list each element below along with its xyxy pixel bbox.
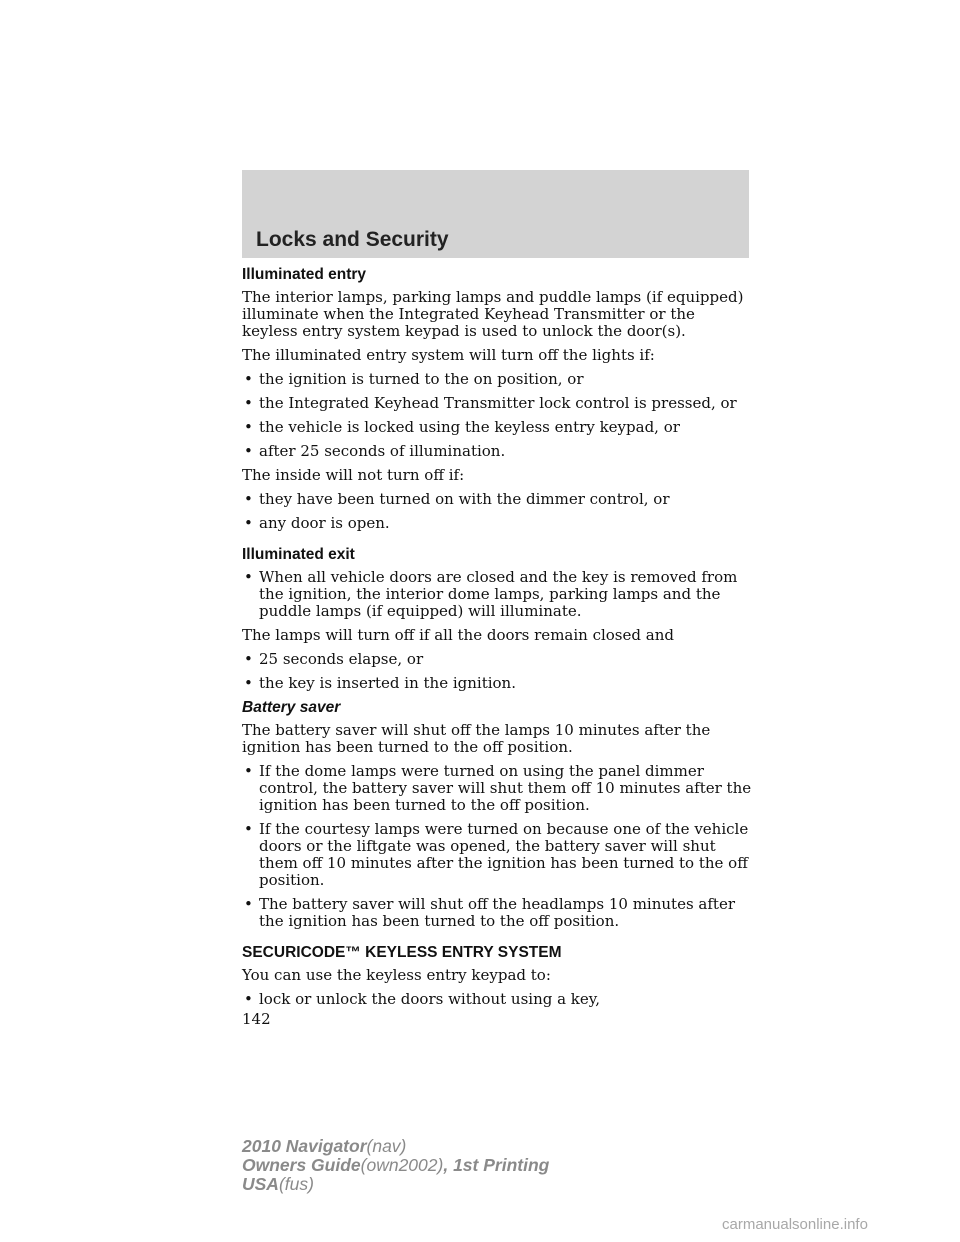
footer-market-code: (fus)	[278, 1174, 314, 1194]
bullet-list	[242, 763, 752, 930]
bullet-icon: •	[244, 394, 253, 412]
list-item: • the key is inserted in the ignition.	[244, 674, 516, 692]
bullet-icon: •	[244, 442, 253, 460]
list-item: • they have been turned on with the dimmer control, or	[244, 490, 670, 508]
bullet-list	[242, 651, 752, 692]
footer-guide: Owners Guide	[242, 1155, 361, 1175]
bullet-list	[242, 491, 752, 532]
list-item: • any door is open.	[244, 514, 390, 532]
bullet-list	[242, 371, 752, 460]
list-item: • If the dome lamps were turned on using the panel dimmer control, the battery saver will shut them off 10 minutes after the ignition has been turned to the off position.	[244, 762, 752, 814]
list-item: • The battery saver will shut off the headlamps 10 minutes after the ignition has been turned to the off position.	[244, 895, 735, 930]
paragraph: The inside will not turn off if:	[242, 466, 465, 484]
print-footer	[242, 1137, 549, 1194]
page-number: 142	[242, 1010, 271, 1028]
footer-model-code: (nav)	[366, 1136, 407, 1156]
section-header-band	[242, 170, 749, 258]
list-item: • When all vehicle doors are closed and the key is removed from the ignition, the interior dome lamps, parking lamps and the puddle lamps (if equipped) will illuminate.	[244, 568, 738, 620]
bullet-list	[242, 991, 752, 1008]
list-item: • 25 seconds elapse, or	[244, 650, 424, 668]
watermark-link[interactable]: carmanualsonline.info	[722, 1216, 868, 1233]
list-item: • after 25 seconds of illumination.	[244, 442, 506, 460]
paragraph: The lamps will turn off if all the doors remain closed and	[242, 626, 674, 644]
heading-battery-saver: Battery saver	[242, 699, 341, 716]
bullet-icon: •	[244, 514, 253, 532]
page-content	[242, 266, 752, 1028]
list-item: • the ignition is turned to the on position, or	[244, 370, 584, 388]
bullet-icon: •	[244, 370, 253, 388]
paragraph: The interior lamps, parking lamps and puddle lamps (if equipped) illuminate when the Integrated Keyhead Transmitter or the keyless entry system keypad is used to unlock the door(s).	[242, 288, 744, 340]
list-item: • lock or unlock the doors without using a key,	[244, 990, 601, 1008]
bullet-icon: •	[244, 650, 253, 668]
bullet-icon: •	[244, 762, 253, 780]
bullet-icon: •	[244, 895, 253, 913]
heading-illuminated-exit: Illuminated exit	[242, 546, 355, 563]
bullet-icon: •	[244, 490, 253, 508]
paragraph: You can use the keyless entry keypad to:	[242, 966, 551, 984]
footer-market: USA	[242, 1174, 279, 1194]
paragraph: The illuminated entry system will turn off the lights if:	[242, 346, 655, 364]
list-item: • If the courtesy lamps were turned on because one of the vehicle doors or the liftgate was opened, the battery saver will shut them off 10 minutes after the ignition has been turned to the off position.	[244, 820, 749, 889]
footer-guide-code: (own2002)	[360, 1155, 444, 1175]
bullet-list	[242, 569, 752, 620]
bullet-icon: •	[244, 418, 253, 436]
section-title: Locks and Security	[256, 228, 449, 251]
bullet-icon: •	[244, 674, 253, 692]
footer-printing: , 1st Printing	[443, 1155, 550, 1175]
heading-securicode: SECURICODE™ KEYLESS ENTRY SYSTEM	[242, 944, 562, 961]
bullet-icon: •	[244, 820, 253, 838]
footer-model: 2010 Navigator	[242, 1136, 367, 1156]
heading-illuminated-entry: Illuminated entry	[242, 266, 367, 283]
bullet-icon: •	[244, 990, 253, 1008]
paragraph: The battery saver will shut off the lamps 10 minutes after the ignition has been turned to the off position.	[242, 721, 711, 756]
list-item: • the Integrated Keyhead Transmitter lock control is pressed, or	[244, 394, 737, 412]
bullet-icon: •	[244, 568, 253, 586]
list-item: • the vehicle is locked using the keyless entry keypad, or	[244, 418, 680, 436]
